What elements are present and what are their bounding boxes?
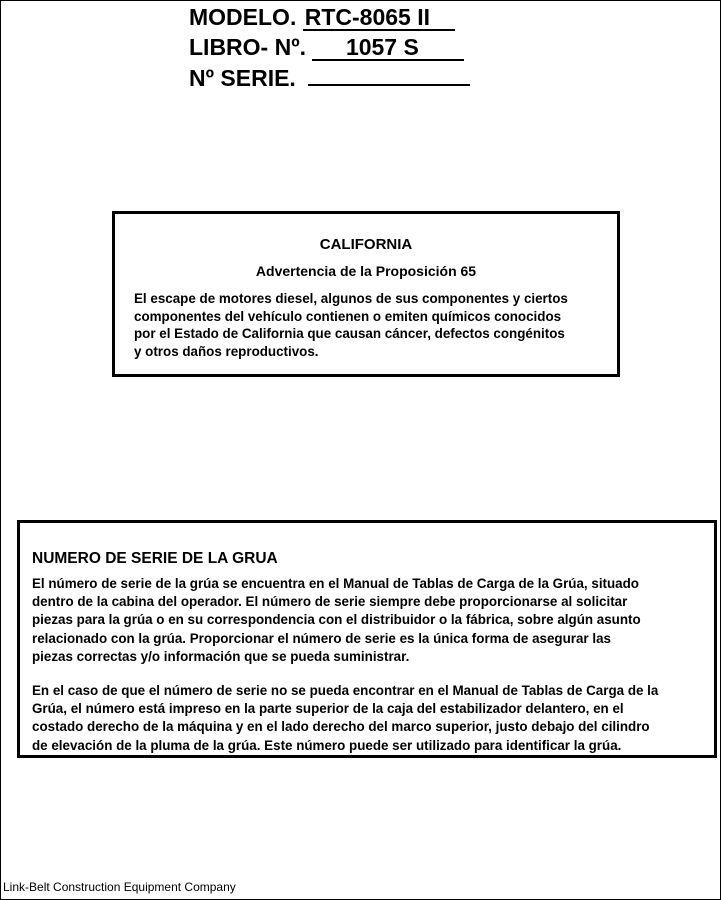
paragraph-line: En el caso de que el número de serie no se pueda encontrar en el Manual de Tablas de Carga de la [32,683,659,698]
warning-title: CALIFORNIA [319,236,413,253]
serial-section-title: NUMERO DE SERIE DE LA GRUA [32,550,278,567]
footer-company: Link-Belt Construction Equipment Company [3,880,236,894]
book-label: LIBRO- Nº. [189,34,313,60]
warning-line: por el Estado de California que causan cáncer, defectos congénitos [134,326,565,341]
model-value: RTC-8065 II [303,5,455,31]
serial-line [189,62,470,92]
warning-line: componentes del vehículo contienen o emiten químicos conocidos [134,308,562,324]
warning-line: y otros daños reproductivos. [134,343,319,359]
model-label: MODELO. [189,4,303,30]
paragraph-line: relacionado con la grúa. Proporcionar el número de serie es la única forma de asegurar las [32,630,611,646]
paragraph-line: piezas para la grúa o en su correspondencia con el distribuidor o la fábrica, sobre algún asunto [32,612,641,628]
model-line [189,2,470,32]
book-value: 1057 S [312,35,464,61]
serial-paragraph-1 [32,575,712,666]
paragraph-line: Grúa, el número está impreso en la parte superior de la caja del estabilizador delantero, en el [32,701,624,717]
paragraph-line: de elevación de la pluma de la grúa. Este número puede ser utilizado para identificar la grúa. [32,737,622,753]
paragraph-line: El número de serie de la grúa se encuentra en el Manual de Tablas de Carga de la Grúa, situado [32,576,639,591]
serial-label: Nº SERIE. [189,65,303,91]
warning-subtitle: Advertencia de la Proposición 65 [255,263,477,279]
serial-number-box [17,520,717,758]
warning-line: El escape de motores diesel, algunos de sus componentes y ciertos [134,291,568,306]
paragraph-line: costado derecho de la máquina y en el lado derecho del marco superior, justo debajo del cilindro [32,719,650,735]
paragraph-line: dentro de la cabina del operador. El número de serie siempre debe proporcionarse al solicitar [32,594,628,610]
california-warning-box [112,211,620,377]
paragraph-line: piezas correctas y/o información que se pueda suministrar. [32,648,410,664]
book-line [189,32,470,62]
warning-body [134,290,608,360]
serial-paragraph-2 [32,682,712,755]
document-header [189,2,470,92]
serial-value [308,62,470,86]
